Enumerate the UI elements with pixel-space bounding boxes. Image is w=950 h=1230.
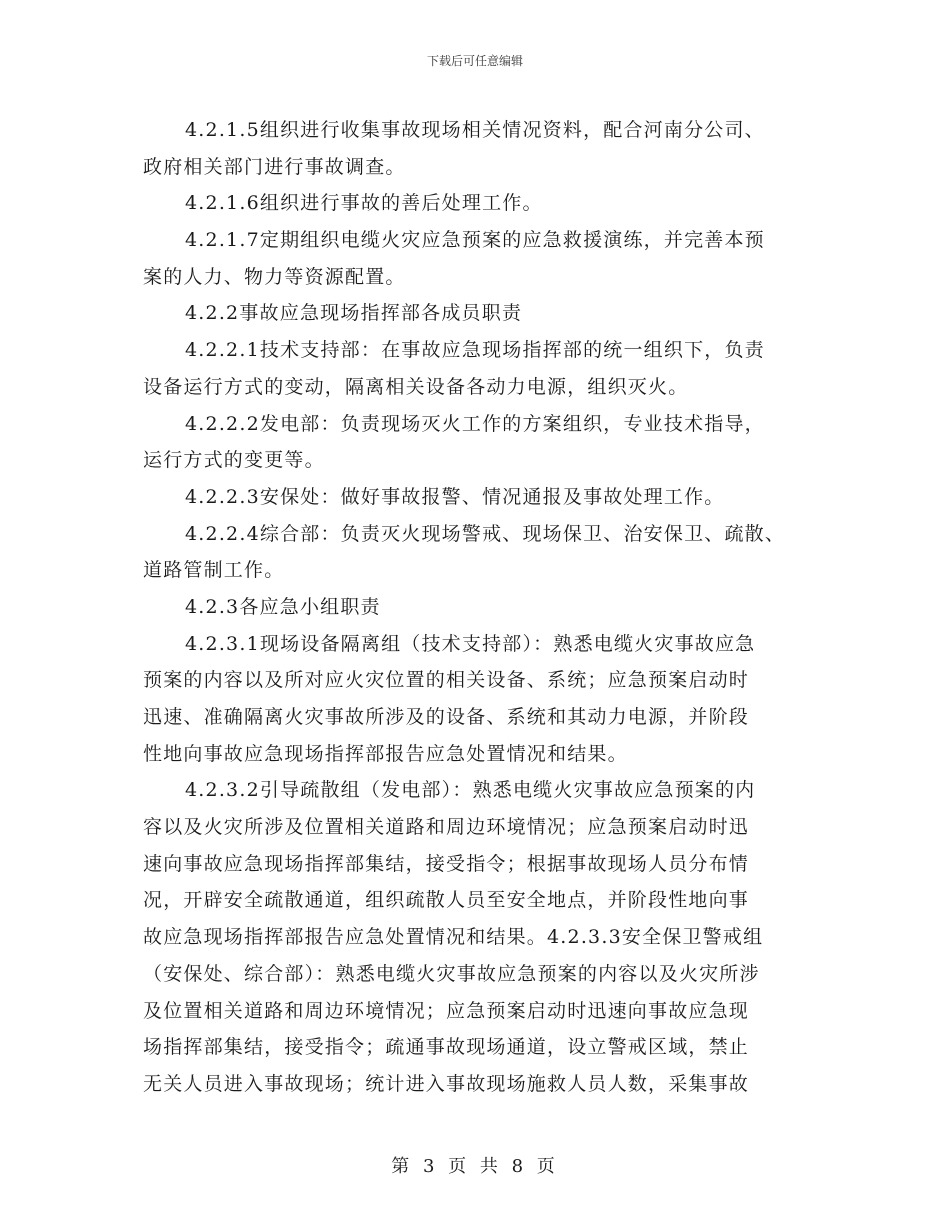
text-line: 设备运行方式的变动，隔离相关设备各动力电源，组织灭火。 <box>143 375 689 398</box>
text-line: 及位置相关道路和周边环境情况；应急预案启动时迅速向事故应急现 <box>143 999 750 1022</box>
text-line: 运行方式的变更等。 <box>143 449 325 472</box>
text-line: 政府相关部门进行事故调查。 <box>143 155 406 178</box>
text-line: 4.2.2.4综合部：负责灭火现场警戒、现场保卫、治安保卫、疏散、 <box>185 522 786 545</box>
text-line: 迅速、准确隔离火灾事故所涉及的设备、系统和其动力电源，并阶段 <box>143 706 750 728</box>
text-line: 性地向事故应急现场指挥部报告应急处置情况和结果。 <box>143 742 628 765</box>
text-line: 4.2.1.5组织进行收集事故现场相关情况资料，配合河南分公司、 <box>185 119 765 141</box>
text-line: （安保处、综合部）：熟悉电缆火灾事故应急预案的内容以及火灾所涉 <box>143 962 760 985</box>
text-line: 无关人员进入事故现场；统计进入事故现场施救人员人数，采集事故 <box>143 1072 750 1095</box>
page-header: 下载后可任意编辑 <box>426 54 523 68</box>
text-line: 故应急现场指挥部报告应急处置情况和结果。4.2.3.3安全保卫警戒组 <box>143 926 764 949</box>
text-line: 容以及火灾所涉及位置相关道路和周边环境情况；应急预案启动时迅 <box>143 816 750 839</box>
text-line: 案的人力、物力等资源配置。 <box>143 265 406 288</box>
text-line: 况，开辟安全疏散通道，组织疏散人员至安全地点，并阶段性地向事 <box>143 889 750 912</box>
section-heading: 4.2.2事故应急现场指挥部各成员职责 <box>185 302 523 325</box>
text-line: 道路管制工作。 <box>143 559 285 582</box>
text-line: 4.2.1.6组织进行事故的善后处理工作。 <box>185 192 543 215</box>
text-line: 4.2.2.3安保处：做好事故报警、情况通报及事故处理工作。 <box>185 485 725 508</box>
page-number-footer: 第 3 页 共 8 页 <box>391 1156 559 1177</box>
text-line: 4.2.3.2引导疏散组（发电部）：熟悉电缆火灾事故应急预案的内 <box>185 779 756 802</box>
text-line: 速向事故应急现场指挥部集结，接受指令；根据事故现场人员分布情 <box>143 852 750 875</box>
section-heading: 4.2.3各应急小组职责 <box>185 595 381 618</box>
document-body <box>143 112 823 1103</box>
text-line: 4.2.2.2发电部：负责现场灭火工作的方案组织，专业技术指导， <box>185 412 765 435</box>
text-line: 预案的内容以及所对应火灾位置的相关设备、系统；应急预案启动时 <box>143 669 750 692</box>
text-line: 4.2.3.1现场设备隔离组（技术支持部）：熟悉电缆火灾事故应急 <box>185 632 756 655</box>
text-line: 场指挥部集结，接受指令；疏通事故现场通道，设立警戒区域，禁止 <box>143 1036 750 1059</box>
text-line: 4.2.2.1技术支持部：在事故应急现场指挥部的统一组织下，负责 <box>185 339 765 362</box>
text-line: 4.2.1.7定期组织电缆火灾应急预案的应急救援演练，并完善本预 <box>185 229 765 252</box>
